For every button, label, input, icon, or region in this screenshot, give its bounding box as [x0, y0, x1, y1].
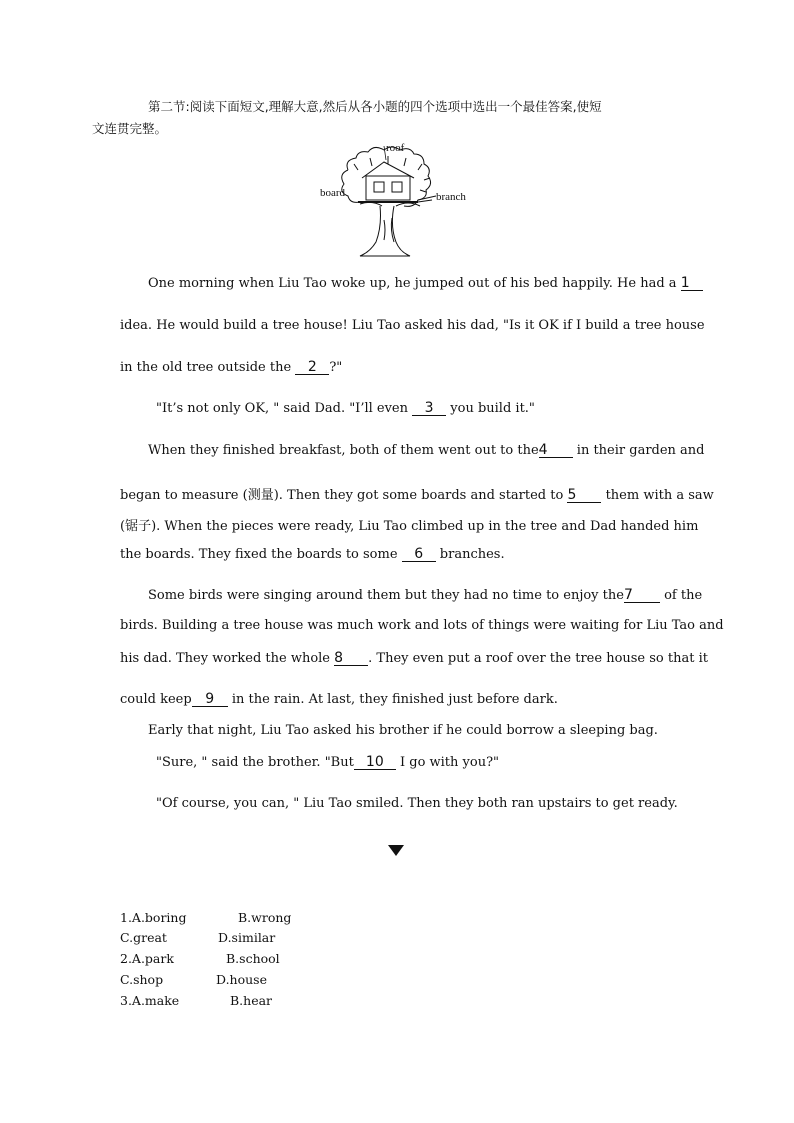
passage-text: "Sure, " said the brother. "But	[156, 755, 354, 770]
passage-text: them with a saw	[601, 488, 714, 503]
passage-line-14	[156, 755, 683, 770]
option-4-left: C.shop	[120, 972, 164, 987]
blank-3: 3	[412, 401, 446, 416]
passage-line-4	[156, 401, 683, 416]
option-5-right: B.hear	[230, 993, 273, 1008]
option-1-right: B.wrong	[238, 910, 292, 925]
passage-text: Some birds were singing around them but they had no time to enjoy the	[148, 588, 624, 603]
passage-text: . They even put a roof over the tree house so that it	[368, 651, 708, 666]
passage-line-11	[120, 650, 708, 666]
passage-line-10: birds. Building a tree house was much work and lots of things were waiting for Liu Tao and	[120, 618, 724, 633]
triangle-down-icon	[388, 845, 404, 856]
section-instructions	[92, 96, 675, 140]
tree-house-illustration	[318, 140, 478, 260]
passage-text: you build it."	[446, 401, 535, 416]
option-3-left: 2.A.park	[120, 951, 174, 966]
passage-text: of the	[659, 588, 703, 603]
passage-line-1	[148, 275, 690, 291]
passage-text: When they finished breakfast, both of them went out to the	[148, 443, 539, 458]
option-1-left: 1.A.boring	[120, 910, 187, 925]
option-2-left: C.great	[120, 930, 167, 945]
passage-text: the boards. They fixed the boards to some	[120, 547, 402, 562]
branch-label: branch	[436, 191, 466, 203]
passage-line-6	[120, 484, 714, 503]
passage-text: in their garden and	[572, 443, 705, 458]
instructions-line-1: 第二节:阅读下面短文,理解大意,然后从各小题的四个选项中选出一个最佳答案,使短	[148, 99, 602, 114]
passage-text: branches.	[435, 547, 505, 562]
passage-text: "It’s not only OK, " said Dad. "I’ll even	[156, 401, 413, 416]
passage-line-3	[120, 360, 675, 375]
passage-text: I go with you?"	[395, 755, 500, 770]
passage-text: could keep	[120, 692, 192, 707]
blank-9: 9	[192, 692, 228, 707]
passage-line-13: Early that night, Liu Tao asked his brother if he could borrow a sleeping bag.	[148, 723, 658, 738]
blank-4: 4	[539, 443, 573, 458]
passage-line-2: idea. He would build a tree house! Liu Tao asked his dad, "Is it OK if I build a tree house	[120, 318, 705, 333]
blank-2: 2	[295, 360, 329, 375]
passage-line-12	[120, 692, 675, 707]
option-3-right: B.school	[226, 951, 280, 966]
passage-line-15: "Of course, you can, " Liu Tao smiled. Then they both ran upstairs to get ready.	[156, 796, 678, 811]
option-4-right: D.house	[216, 972, 267, 987]
passage-text: began to measure (测量). Then they got some boards and started to	[120, 488, 568, 503]
passage-text: ?"	[329, 360, 343, 375]
blank-1: 1	[681, 276, 703, 291]
board-label: board	[320, 187, 346, 199]
blank-7: 7	[624, 588, 660, 603]
passage-text: his dad. They worked the whole	[120, 651, 335, 666]
blank-5: 5	[567, 488, 601, 503]
roof-label: roof	[386, 142, 405, 154]
blank-8: 8	[334, 651, 368, 666]
passage-text: in the old tree outside the	[120, 360, 296, 375]
instructions-line-2: 文连贯完整。	[92, 121, 168, 136]
blank-10: 10	[354, 755, 396, 770]
blank-6: 6	[402, 547, 436, 562]
passage-line-8	[120, 547, 675, 562]
passage-text: in the rain. At last, they finished just before dark.	[227, 692, 558, 707]
passage-line-5	[148, 442, 705, 458]
passage-line-9	[148, 587, 703, 603]
option-2-right: D.similar	[218, 930, 276, 945]
passage-line-7: (锯子). When the pieces were ready, Liu Tao climbed up in the tree and Dad handed him	[120, 519, 699, 534]
option-5-left: 3.A.make	[120, 993, 180, 1008]
passage-text: One morning when Liu Tao woke up, he jumped out of his bed happily. He had a	[148, 276, 681, 291]
